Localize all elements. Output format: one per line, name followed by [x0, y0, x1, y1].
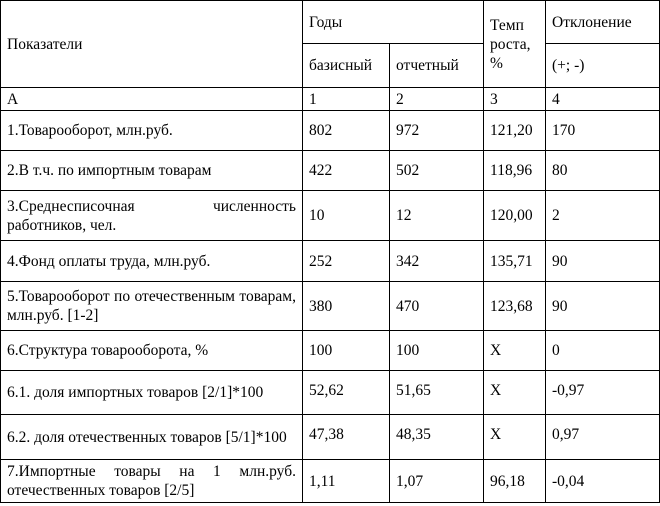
row-base: 1,11: [303, 460, 390, 503]
row-base: 422: [303, 151, 390, 191]
row-deviation: -0,97: [546, 371, 660, 415]
row-growth: 123,68: [484, 282, 546, 331]
row-base: 10: [303, 191, 390, 241]
row-growth: 120,00: [484, 191, 546, 241]
row-report: 100: [390, 331, 484, 371]
row-growth: Х: [484, 331, 546, 371]
row-growth: Х: [484, 371, 546, 415]
row-name: 6.Структура товарооборота, %: [1, 331, 303, 371]
row-base: 252: [303, 241, 390, 282]
row-growth: Х: [484, 415, 546, 460]
row-growth: 118,96: [484, 151, 546, 191]
row-name: 4.Фонд оплаты труда, млн.руб.: [1, 241, 303, 282]
header-row-1: [1, 1, 660, 44]
row-growth: 96,18: [484, 460, 546, 503]
row-deviation: 0: [546, 331, 660, 371]
row-deviation: 0,97: [546, 415, 660, 460]
row-deviation: 170: [546, 111, 660, 151]
row-report: 1,07: [390, 460, 484, 503]
index-cell: 3: [484, 88, 546, 111]
row-name: 7.Импортные товары на 1 млн.руб. отечественных товаров [2/5]: [1, 460, 303, 503]
table-row: [1, 331, 660, 371]
table-row: [1, 415, 660, 460]
header-base: базисный: [303, 44, 390, 88]
row-report: 342: [390, 241, 484, 282]
row-report: 470: [390, 282, 484, 331]
index-cell: 2: [390, 88, 484, 111]
row-deviation: 90: [546, 282, 660, 331]
header-deviation-sub: (+; -): [546, 44, 660, 88]
row-base: 100: [303, 331, 390, 371]
row-base: 47,38: [303, 415, 390, 460]
header-indicators: Показатели: [1, 1, 303, 88]
row-name: 2.В т.ч. по импортным товарам: [1, 151, 303, 191]
row-growth: 121,20: [484, 111, 546, 151]
row-name: 6.1. доля импортных товаров [2/1]*100: [1, 371, 303, 415]
row-deviation: -0,04: [546, 460, 660, 503]
header-report: отчетный: [390, 44, 484, 88]
index-row: [1, 88, 660, 111]
table-row: [1, 241, 660, 282]
row-report: 12: [390, 191, 484, 241]
row-report: 972: [390, 111, 484, 151]
table-row: [1, 111, 660, 151]
table-row: [1, 460, 660, 503]
table-row: [1, 191, 660, 241]
row-report: 502: [390, 151, 484, 191]
header-growth: Темп роста, %: [484, 1, 546, 88]
row-deviation: 2: [546, 191, 660, 241]
index-cell: 1: [303, 88, 390, 111]
row-report: 51,65: [390, 371, 484, 415]
row-name: 6.2. доля отечественных товаров [5/1]*100: [1, 415, 303, 460]
header-deviation: Отклонение: [546, 1, 660, 44]
index-cell: А: [1, 88, 303, 111]
row-report: 48,35: [390, 415, 484, 460]
index-cell: 4: [546, 88, 660, 111]
row-growth: 135,71: [484, 241, 546, 282]
row-base: 380: [303, 282, 390, 331]
row-base: 52,62: [303, 371, 390, 415]
row-name: 1.Товарооборот, млн.руб.: [1, 111, 303, 151]
row-deviation: 90: [546, 241, 660, 282]
header-years: Годы: [303, 1, 484, 44]
table-row: [1, 371, 660, 415]
table-row: [1, 282, 660, 331]
row-deviation: 80: [546, 151, 660, 191]
row-base: 802: [303, 111, 390, 151]
row-name: 5.Товарооборот по отечественным товарам, млн.руб. [1-2]: [1, 282, 303, 331]
table-row: [1, 151, 660, 191]
row-name: 3.Среднесписочная численность работников, чел.: [1, 191, 303, 241]
